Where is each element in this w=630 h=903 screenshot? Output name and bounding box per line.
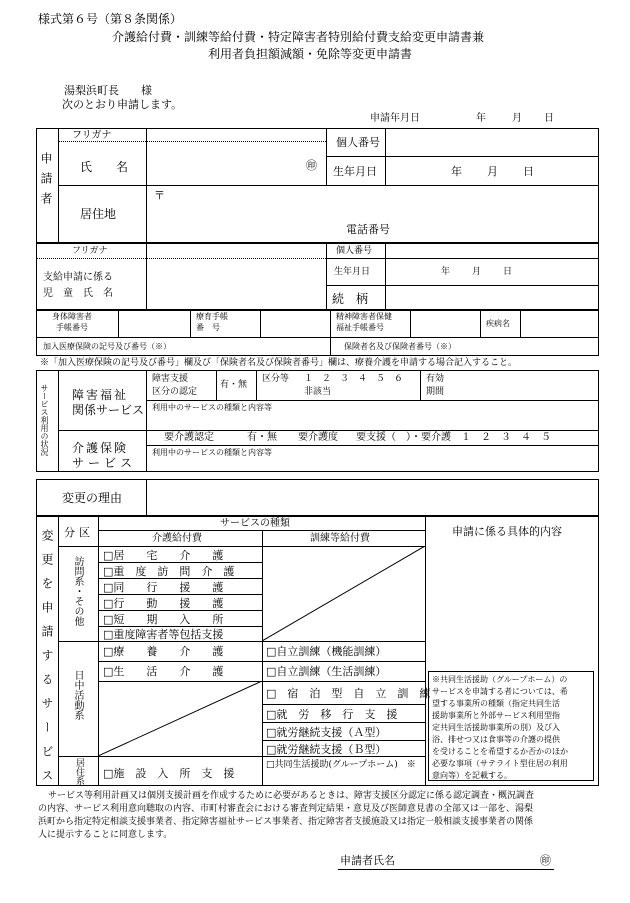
group-home-note-line: 必要な事項（サテライト型住居の利用 bbox=[432, 759, 568, 768]
child-birth-year: 年 bbox=[441, 267, 451, 277]
consent-line-4: 人に提示することに同意します。 bbox=[38, 830, 173, 840]
mental-cert-label-1: 精神障害者保健 bbox=[336, 312, 392, 321]
applicant-birth-month: 月 bbox=[487, 165, 498, 178]
not-applicable-slash-training bbox=[262, 546, 425, 641]
care-benefit-header: 介護給付費 bbox=[152, 533, 202, 544]
welfare-service-label-1: 障害福祉 bbox=[72, 388, 129, 402]
addressee: 湯梨浜町長 様 bbox=[64, 84, 152, 97]
applicant-name-field[interactable] bbox=[147, 142, 297, 184]
applicant-section-label: 申請者 bbox=[39, 152, 53, 212]
support-class-not-applicable[interactable]: 非該当 bbox=[304, 387, 332, 397]
care-cert-yes-no[interactable]: 有・無 bbox=[247, 432, 277, 443]
child-furigana-label: フリガナ bbox=[72, 246, 108, 256]
applicant-furigana-label: フリガナ bbox=[72, 130, 112, 141]
care-item-comprehensive[interactable]: □重度障害者等包括支援 bbox=[103, 628, 224, 641]
form-title-line1: 介護給付費・訓練等給付費・特定障害者特別給付費支給変更申請書兼 bbox=[112, 30, 485, 44]
disease-label: 疾病名 bbox=[486, 319, 510, 328]
training-item-lodging[interactable]: □ 宿 泊 型 自 立 訓 練 bbox=[266, 687, 431, 700]
valid-period-label-2: 期間 bbox=[426, 387, 445, 397]
valid-period-field[interactable] bbox=[460, 371, 598, 399]
service-types-section-label: 変更を申請するサービス bbox=[40, 529, 54, 793]
disease-field[interactable] bbox=[521, 311, 598, 336]
mental-cert-label-2: 福祉手帳番号 bbox=[336, 323, 384, 332]
rehab-cert-label-2: 番 号 bbox=[196, 323, 220, 332]
specific-content-header: 申請に係る具体的内容 bbox=[452, 525, 562, 538]
physical-cert-field[interactable] bbox=[119, 311, 189, 336]
group-home-note-line: 意向等）を記載する。 bbox=[432, 771, 512, 780]
visit-group-label: 訪問系・その他 bbox=[72, 556, 83, 626]
insurance-note: ※「加入医療保険の記号及び番号」欄及び「保険者名及び保険者番号」欄は、療養介護を申請する場合記入すること。 bbox=[40, 358, 518, 368]
child-id-field[interactable] bbox=[386, 244, 598, 257]
rehab-cert-label-1: 療育手帳 bbox=[196, 312, 228, 321]
training-item-function[interactable]: □自立訓練（機能訓練） bbox=[266, 645, 387, 658]
date-year: 年 bbox=[476, 113, 486, 124]
signature-underline bbox=[338, 869, 554, 870]
group-home-note-line: 援助事業所と外部サービス利用型指 bbox=[432, 711, 560, 720]
care-level-label: 要介護度 bbox=[298, 432, 338, 443]
physical-cert-label-2: 手帳番号 bbox=[56, 323, 88, 332]
child-relation-label: 続 柄 bbox=[332, 292, 369, 306]
specific-content-field[interactable] bbox=[426, 546, 598, 668]
care-in-use-field[interactable] bbox=[147, 458, 598, 471]
change-reason-label: 変更の理由 bbox=[62, 491, 123, 505]
rehab-cert-field[interactable] bbox=[261, 311, 329, 336]
welfare-service-label-2: 関係サービス bbox=[72, 403, 145, 417]
support-class-yes-no[interactable]: 有・無 bbox=[220, 380, 248, 390]
valid-period-label-1: 有効 bbox=[426, 374, 445, 384]
applicant-name-seal: ㊞ bbox=[306, 159, 317, 172]
support-class-label-1: 障害支援 bbox=[152, 374, 189, 384]
care-item-facility[interactable]: □施 設 入 所 支 援 bbox=[103, 767, 235, 780]
care-item-behavior[interactable]: □行 動 援 護 bbox=[103, 597, 224, 610]
change-reason-field[interactable] bbox=[147, 480, 598, 515]
form-number: 様式第６号（第８条関係） bbox=[38, 12, 183, 26]
signature-field[interactable] bbox=[400, 852, 535, 866]
category-header: 分区 bbox=[64, 526, 94, 539]
care-item-severe-visit[interactable]: □重 度 訪 問 介 護 bbox=[103, 565, 235, 578]
consent-line-2: の内容、サービス利用意向聴取の内容、市町村審査会における審査判定結果・意見及び医師意見書の全部又は一部を、湯梨 bbox=[38, 804, 534, 814]
child-relation-field[interactable] bbox=[386, 286, 598, 309]
care-cert-label: 要介護認定 bbox=[164, 432, 214, 443]
applicant-id-label: 個人番号 bbox=[336, 136, 380, 149]
consent-line-3: 浜町から指定特定相談支援事業者、指定障害福祉サービス事業者、指定障害者支援施設又は指定一般相談支援事業者の関係 bbox=[38, 817, 534, 827]
training-item-transition[interactable]: □就 労 移 行 支 援 bbox=[266, 708, 398, 721]
day-group-label: 日中活動系 bbox=[72, 670, 83, 720]
child-birth-label: 生年月日 bbox=[334, 267, 371, 277]
applicant-address-label: 居住地 bbox=[80, 207, 117, 221]
child-birth-month: 月 bbox=[472, 267, 482, 277]
training-item-life[interactable]: □自立訓練（生活訓練） bbox=[266, 665, 387, 678]
training-item-type-b[interactable]: □就労継続支援（Ｂ型） bbox=[266, 743, 387, 756]
care-in-use-label: 利用中のサービスの種類と内容等 bbox=[152, 448, 272, 457]
care-service-label-2: サービス bbox=[72, 456, 137, 470]
form-title-line2: 利用者負担額減額・免除等変更申請書 bbox=[208, 47, 413, 61]
child-label-line2: 児 童 氏 名 bbox=[43, 288, 113, 299]
care-item-home-care[interactable]: □居 宅 介 護 bbox=[103, 549, 224, 562]
postal-mark: 〒 bbox=[154, 189, 165, 202]
support-class-numbers[interactable]: １ ２ ３ ４ ５ ６ bbox=[304, 374, 404, 384]
signature-label: 申請者氏名 bbox=[340, 854, 395, 867]
care-item-medical-care[interactable]: □療 養 介 護 bbox=[103, 645, 224, 658]
group-home-note-line: 浴、排せつ又は食事等の介護の提供 bbox=[432, 735, 560, 744]
service-status-section-label: サービス利用の状況 bbox=[40, 384, 49, 456]
group-home-note-line: 望する事業所の種類（指定共同生活 bbox=[432, 699, 560, 708]
support-class-label-2: 区分の認定 bbox=[152, 387, 198, 397]
child-label-line1: 支給申請に係る bbox=[43, 272, 113, 283]
group-home-note-line: を受けることを希望するか否かのほか bbox=[432, 747, 568, 756]
training-benefit-header: 訓練等給付費 bbox=[310, 533, 370, 544]
training-item-group-home[interactable]: □共同生活援助(グループホーム) ※ bbox=[266, 760, 416, 770]
applicant-birth-label: 生年月日 bbox=[333, 165, 377, 178]
group-home-note-line: サービスを申請する者については、希 bbox=[432, 687, 568, 696]
intro-text: 次のとおり申請します。 bbox=[62, 98, 183, 111]
care-service-label-1: 介護保険 bbox=[72, 441, 129, 455]
child-name-field[interactable] bbox=[147, 259, 325, 309]
applicant-birth-day: 日 bbox=[523, 165, 534, 178]
group-home-note-line: ※共同生活援助（グループホーム）の bbox=[432, 675, 568, 684]
applicant-birth-year: 年 bbox=[451, 165, 462, 178]
child-id-label: 個人番号 bbox=[336, 246, 373, 256]
signature-seal: ㊞ bbox=[540, 854, 551, 867]
consent-line-1: サービス等利用計画又は個別支援計画を作成するために必要があるときは、障害支援区分認定に係る認定調査・概況調査 bbox=[48, 791, 535, 801]
not-applicable-slash-care bbox=[98, 681, 262, 756]
care-item-life-care[interactable]: □生 活 介 護 bbox=[103, 665, 224, 678]
date-day: 日 bbox=[544, 113, 554, 124]
physical-cert-label-1: 身体障害者 bbox=[52, 312, 92, 321]
welfare-in-use-label: 利用中のサービスの種類と内容等 bbox=[152, 403, 272, 412]
date-label: 申請年月日 bbox=[370, 113, 420, 124]
training-item-type-a[interactable]: □就労継続支援（Ａ型） bbox=[266, 726, 387, 739]
group-home-note-line: 定共同生活援助事業所の別）及び入 bbox=[432, 723, 560, 732]
residence-group-label: 居住系 bbox=[74, 758, 84, 785]
service-types-header: サービスの種類 bbox=[220, 518, 290, 529]
support-class-level-label: 区分等 bbox=[262, 374, 290, 384]
mental-cert-field[interactable] bbox=[411, 311, 479, 336]
applicant-id-field[interactable] bbox=[386, 129, 598, 155]
date-month: 月 bbox=[512, 113, 522, 124]
care-item-accompany[interactable]: □同 行 援 護 bbox=[103, 581, 224, 594]
insurer-label: 保険者名及び保険者番号（※） bbox=[344, 342, 456, 351]
child-birth-day: 日 bbox=[503, 267, 513, 277]
medical-insurance-label: 加入医療保険の記号及び番号（※） bbox=[43, 342, 171, 351]
care-item-short-stay[interactable]: □短 期 入 所 bbox=[103, 613, 224, 626]
applicant-phone-label: 電話番号 bbox=[346, 223, 390, 236]
applicant-name-label: 氏 名 bbox=[80, 160, 129, 174]
welfare-in-use-field[interactable] bbox=[147, 414, 598, 429]
care-level-options[interactable]: 要支援（ ）・要介護 １ ２ ３ ４ ５ bbox=[356, 432, 551, 443]
